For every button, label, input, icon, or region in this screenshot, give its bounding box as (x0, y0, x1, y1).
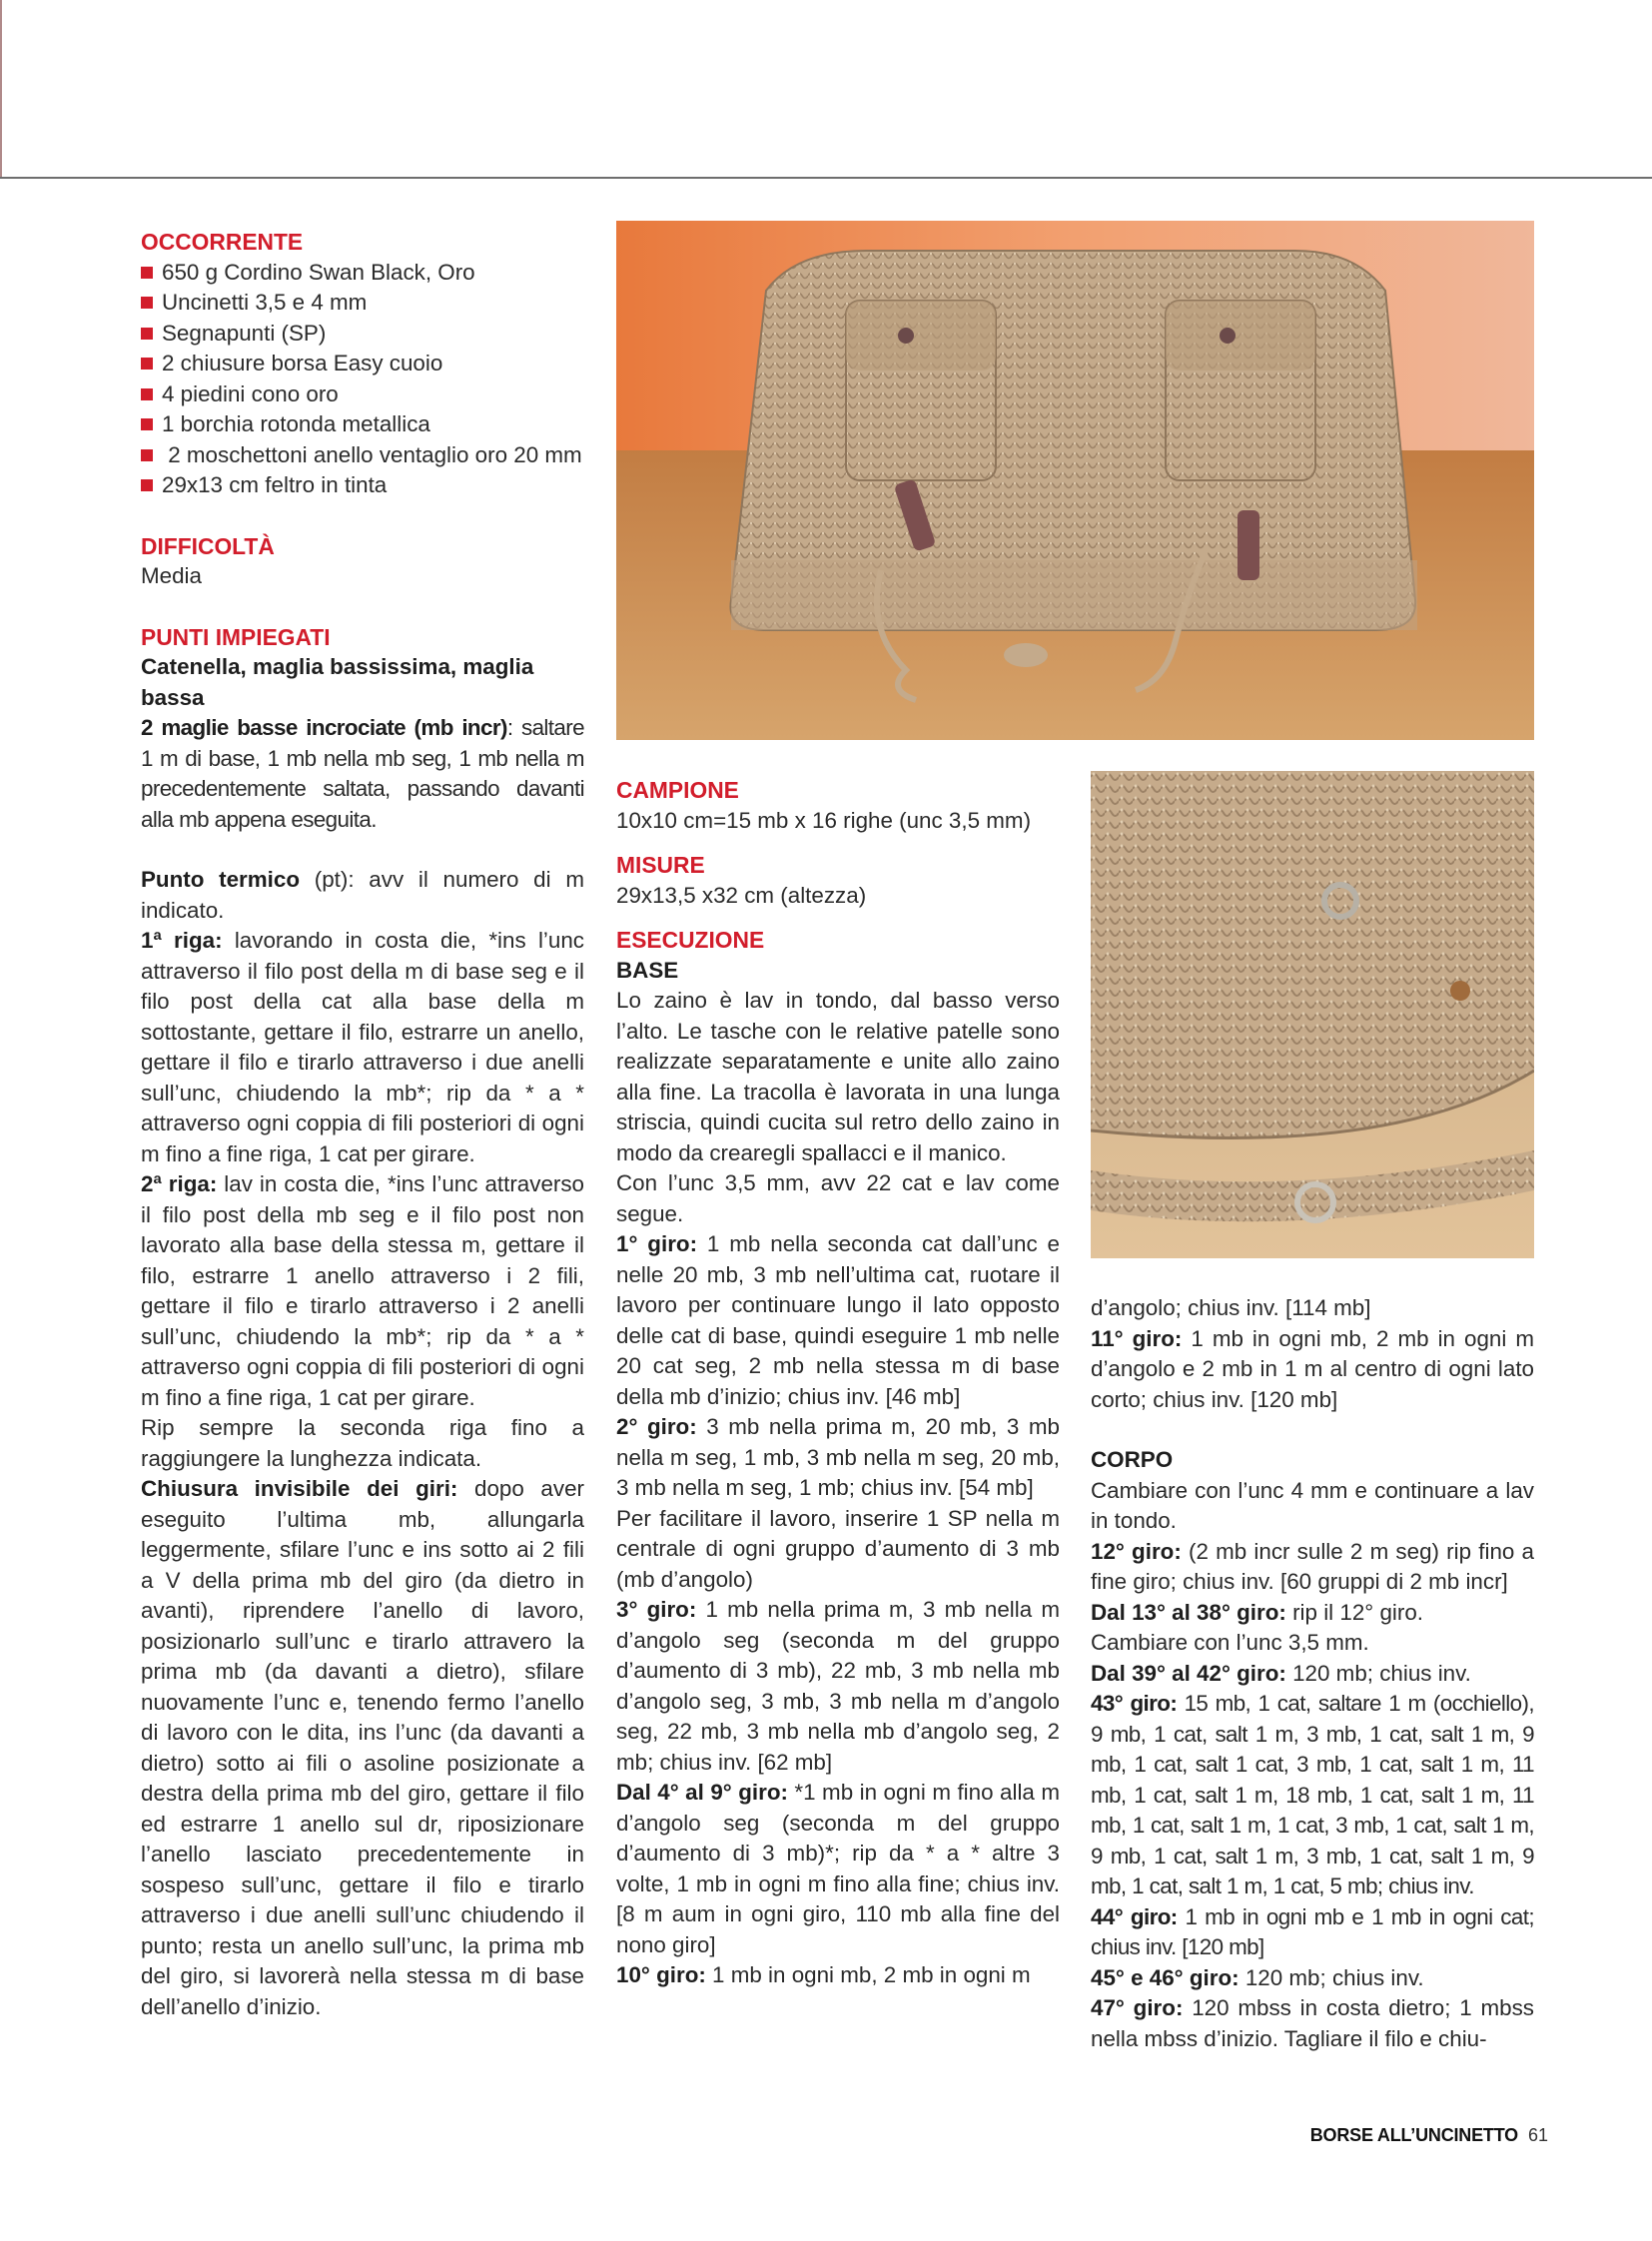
bullet-icon (141, 418, 153, 430)
giro-39-42: Dal 39° al 42° giro: 120 mb; chius inv. (1091, 1660, 1471, 1686)
punti-heading: PUNTI IMPIEGATI (141, 623, 331, 650)
list-item: 2 chiusure borsa Easy cuoio (141, 349, 584, 379)
column-left (141, 227, 584, 2022)
detail-photo (1091, 771, 1534, 1258)
column-middle (616, 775, 1060, 1991)
giro-43: 43° giro: 15 mb, 1 cat, saltare 1 m (occhiello), 9 mb, 1 cat, salt 1 m, 3 mb, 1 cat, salt 1 m, 9 mb, 1 cat, salt 1 cat, 3 mb, 1 cat, salt 1 m, 11 mb, 1 cat, salt 1 m, 18 mb, 1 cat, salt 1 m, 11 mb, 1 cat, salt 1 m, 1 cat, 3 mb, 1 cat, salt 1 m, 9 mb, 1 cat, salt 1 m, 3 mb, 1 cat, salt 1 m, 9 mb, 1 cat, salt 1 m, 1 cat, 5 mb; chius inv. (1091, 1691, 1534, 1898)
rip-text: Rip sempre la seconda riga fino a raggiungere la lunghezza indicata. (141, 1415, 584, 1471)
bullet-icon (141, 358, 153, 370)
giro-11: 11° giro: 1 mb in ogni mb, 2 mb in ogni m d’angolo e 2 mb in 1 m al centro di ogni lato corto; chius inv. [120 mb] (1091, 1325, 1534, 1412)
list-item: 650 g Cordino Swan Black, Oro (141, 258, 584, 289)
campione-heading: CAMPIONE (616, 777, 739, 803)
punti-incrociate: 2 maglie basse incrociate (mb incr): saltare 1 m di base, 1 mb nella mb seg, 1 mb nella m precedentemente saltata, passando davanti alla mb appena eseguita. (141, 715, 584, 832)
bullet-icon (141, 267, 153, 279)
giro-3: 3° giro: 1 mb nella prima m, 3 mb nella m d’angolo seg (seconda m del gruppo d’aumento di 3 mb), 22 mb, 3 mb nella mb d’angolo seg, 3 mb, 3 mb nella m d’angolo seg, 22 mb, 3 mb nella mb d’angolo seg, 2 mb; chius inv. [62 mb] (616, 1597, 1060, 1775)
esecuzione-heading: ESECUZIONE (616, 927, 765, 953)
riga-1: 1ª riga: lavorando in costa die, *ins l’unc attraverso il filo post della m di base seg e il filo post della cat alla base della m sottostante, gettare il filo, estrarre un anello, gettare il filo e tirarlo attraverso i due anelli sull’unc, chiudendo la mb*; rip da * a * attraverso ogni coppia di fili posteriori di ogni m fino a fine riga, 1 cat per girare. (141, 928, 584, 1166)
punto-termico: Punto termico (pt): avv il numero di m indicato. (141, 867, 584, 923)
bullet-icon (141, 479, 153, 491)
cambiare-note: Cambiare con l’unc 3,5 mm. (1091, 1630, 1369, 1655)
giro-44: 44° giro: 1 mb in ogni mb e 1 mb in ogni cat; chius inv. [120 mb] (1091, 1903, 1534, 1959)
riga-2: 2ª riga: lav in costa die, *ins l’unc attraverso il filo post della mb seg e il filo post non lavorato alla base della stessa m, gettare il filo, estrarre 1 anello attraverso i 2 fili, gettare il filo e tirarlo attraverso i 2 anelli sull’unc, chiudendo la mb*; rip da * a * attraverso ogni coppia di fili posteriori di ogni m fino a fine riga, 1 cat per girare. (141, 1171, 584, 1410)
giro-4-9: Dal 4° al 9° giro: *1 mb in ogni m fino alla m d’angolo seg (seconda m del gruppo d’aumento di 3 mb)*; rip da * a * altre 3 volte, 1 mb in ogni m fino alla fine; chius inv. [8 m aum in ogni giro, 110 mb alla fine del nono giro] (616, 1780, 1060, 1957)
base-heading: BASE (616, 957, 679, 983)
page-number: 61 (1527, 2125, 1548, 2145)
column-right (1091, 1293, 1534, 2054)
list-item: 4 piedini cono oro (141, 379, 584, 410)
materials-list (141, 258, 584, 501)
esecuzione-intro: Lo zaino è lav in tondo, dal basso verso l’alto. Le tasche con le relative patelle sono realizzate separatamente e unite allo zaino alla fine. La tracolla è lavorata in una lunga striscia, quindi cucita sul retro dello zaino in modo da crearegli spallacci e il manico. (616, 988, 1060, 1165)
page-footer (1248, 2125, 1548, 2146)
giro-2: 2° giro: 3 mb nella prima m, 20 mb, 3 mb nella m seg, 1 mb, 3 mb nella m seg, 20 mb, 3 mb nella m seg, 1 mb; chius inv. [54 mb] (616, 1414, 1060, 1500)
sp-note: Per facilitare il lavoro, inserire 1 SP nella m centrale di ogni gruppo d’aumento di 3 mb (mb d’angolo) (616, 1505, 1060, 1592)
giro-47: 47° giro: 120 mbss in costa dietro; 1 mbss nella mbss d’inizio. Tagliare il filo e chiu- (1091, 1995, 1534, 2051)
list-item: 1 borchia rotonda metallica (141, 409, 584, 440)
misure-heading: MISURE (616, 852, 705, 878)
giro-45-46: 45° e 46° giro: 120 mb; chius inv. (1091, 1964, 1424, 1990)
bullet-icon (141, 388, 153, 400)
page-edge-rule (0, 0, 2, 177)
campione-text: 10x10 cm=15 mb x 16 righe (unc 3,5 mm) (616, 807, 1032, 833)
esecuzione-start: Con l’unc 3,5 mm, avv 22 cat e lav come segue. (616, 1170, 1060, 1226)
bullet-icon (141, 297, 153, 309)
occorrente-heading: OCCORRENTE (141, 229, 304, 255)
list-item: Uncinetti 3,5 e 4 mm (141, 288, 584, 319)
bullet-icon (141, 328, 153, 340)
list-item: 2 moschettoni anello ventaglio oro 20 mm (141, 440, 584, 471)
giro-1: 1° giro: 1 mb nella seconda cat dall’unc e nelle 20 mb, 3 mb nell’ultima cat, ruotare il lavoro per continuare lungo il lato opposto delle cat di base, quindi eseguire 1 mb nelle 20 cat seg, 2 mb nella stessa m di base della mb d’inizio; chius inv. [46 mb] (616, 1231, 1060, 1409)
punti-basic: Catenella, maglia bassissima, maglia bassa (141, 654, 534, 710)
bullet-icon (141, 449, 153, 461)
list-item: 29x13 cm feltro in tinta (141, 470, 584, 501)
misure-text: 29x13,5 x32 cm (altezza) (616, 882, 867, 908)
chiusura-invisibile: Chiusura invisibile dei giri: dopo aver eseguito l’ultima mb, allungarla leggermente, sfilare l’unc e ins sotto ai 2 fili a V della prima mb del giro (da dietro in avanti), riprendere l’anello di lavoro, posizionarlo sull’unc e tirarlo attravero la prima mb (da davanti a dietro), sfilare nuovamente l’unc e, tenendo fermo l’anello di lavoro con le dita, ins l’unc (da davanti a dietro) sotto ai fili o asoline posizionate a destra della prima mb del giro, gettare il filo ed estrarre 1 anello sul dr, riposizionare l’anello lasciato precedentemente in sospeso sull’unc, gettare il filo e tirarlo attraverso i due anelli sull’unc chiudendo il punto; resta un anello sull’unc, la prima mb del giro, si lavorerà nella stessa m di base dell’anello d’inizio. (141, 1476, 584, 2019)
corpo-heading: CORPO (1091, 1447, 1174, 1472)
backpack-photo (616, 221, 1534, 740)
giro-10: 10° giro: 1 mb in ogni mb, 2 mb in ogni m (616, 1962, 1031, 1987)
corpo-intro: Cambiare con l’unc 4 mm e continuare a lav in tondo. (1091, 1477, 1534, 1533)
giro-13-38: Dal 13° al 38° giro: rip il 12° giro. (1091, 1599, 1424, 1625)
list-item: Segnapunti (SP) (141, 319, 584, 350)
giro-12: 12° giro: (2 mb incr sulle 2 m seg) rip fino a fine giro; chius inv. [60 gruppi di 2 mb incr] (1091, 1538, 1535, 1594)
header-rule (0, 177, 1652, 179)
difficolta-value: Media (141, 563, 202, 588)
difficolta-heading: DIFFICOLTÀ (141, 532, 275, 559)
giro-10-cont: d’angolo; chius inv. [114 mb] (1091, 1295, 1371, 1320)
magazine-name: BORSE ALL’UNCINETTO (1309, 2125, 1518, 2145)
